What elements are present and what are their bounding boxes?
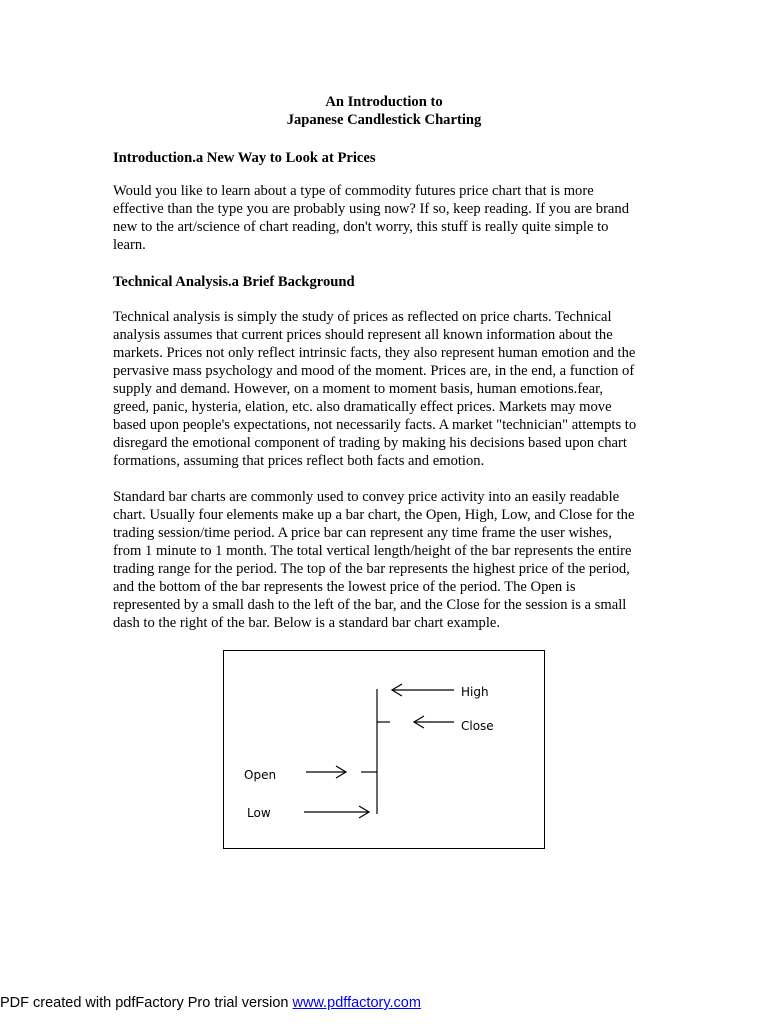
paragraph-line: effective than the type you are probably using now? If so, keep reading. If you are brand: [113, 201, 629, 217]
paragraph-line: supply and demand. However, on a moment to moment basis, human emotions.fear,: [113, 381, 604, 397]
bar-chart-diagram: [224, 651, 546, 850]
footer-link[interactable]: www.pdffactory.com: [292, 995, 421, 1011]
paragraph-line: greed, panic, hysteria, elation, etc. also dramatically effect prices. Markets may move: [113, 399, 612, 415]
paragraph-line: represented by a small dash to the left of the bar, and the Close for the session is a small: [113, 597, 627, 613]
paragraph-line: from 1 minute to 1 month. The total vertical length/height of the bar represents the entire: [113, 543, 632, 559]
paragraph-line: markets. Prices not only reflect intrinsic facts, they also represent human emotion and the: [113, 345, 636, 361]
paragraph-line: dash to the right of the bar. Below is a standard bar chart example.: [113, 615, 501, 631]
paragraph-line: trading range for the period. The top of the bar represents the highest price of the period,: [113, 561, 630, 577]
paragraph-line: chart. Usually four elements make up a bar chart, the Open, High, Low, and Close for the: [113, 507, 635, 523]
paragraph-line: Technical analysis is simply the study of prices as reflected on price charts. Technical: [113, 309, 612, 325]
paragraph-line: Standard bar charts are commonly used to convey price activity into an easily readable: [113, 489, 620, 505]
paragraph-introduction: [113, 182, 673, 254]
paragraph-line: learn.: [113, 237, 146, 253]
paragraph-bar-charts: [113, 488, 673, 632]
paragraph-line: Would you like to learn about a type of commodity futures price chart that is more: [113, 183, 594, 199]
paragraph-line: disregard the emotional component of trading by making his decisions based upon chart: [113, 435, 627, 451]
section-heading-technical-analysis: Technical Analysis.a Brief Background: [113, 274, 355, 290]
open-arrow: [306, 766, 346, 778]
label-low: Low: [247, 806, 271, 820]
paragraph-technical-analysis: [113, 308, 673, 470]
paragraph-line: formations, assuming that prices reflect both facts and emotion.: [113, 453, 485, 469]
high-arrow: [392, 684, 454, 696]
section-heading-introduction: Introduction.a New Way to Look at Prices: [113, 150, 376, 166]
document-title-line-2: Japanese Candlestick Charting: [286, 112, 482, 128]
close-arrow: [414, 716, 454, 728]
paragraph-line: pervasive mass psychology and mood of the moment. Prices are, in the end, a function of: [113, 363, 635, 379]
label-close: Close: [461, 719, 494, 733]
label-open: Open: [244, 768, 277, 782]
low-arrow: [304, 806, 369, 818]
document-title-line-1: An Introduction to: [325, 94, 443, 110]
paragraph-line: new to the art/science of chart reading, don't worry, this stuff is really quite simple to: [113, 219, 609, 235]
footer-text: PDF created with pdfFactory Pro trial version: [0, 995, 293, 1011]
paragraph-line: based upon people's expectations, not necessarily facts. A market "technician" attempts to: [113, 417, 637, 433]
paragraph-line: analysis assumes that current prices should represent all known information about the: [113, 327, 613, 343]
pdf-footer: [0, 994, 421, 1012]
paragraph-line: trading session/time period. A price bar can represent any time frame the user wishes,: [113, 525, 612, 541]
bar-chart-example-figure: [223, 650, 545, 849]
paragraph-line: and the bottom of the bar represents the lowest price of the period. The Open is: [113, 579, 576, 595]
label-high: High: [461, 685, 489, 699]
